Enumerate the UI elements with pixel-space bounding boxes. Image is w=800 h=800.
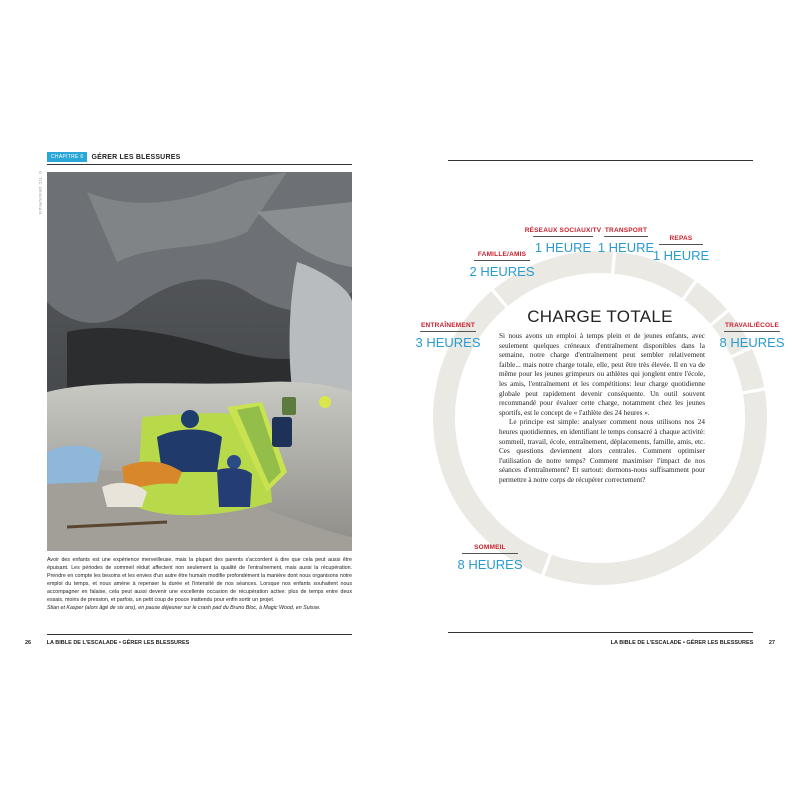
footer [611, 640, 775, 646]
segment-value: 2 HEURES [469, 264, 535, 279]
segment-label-entrainement [408, 322, 488, 350]
charge-totale-text [499, 332, 705, 486]
page-number: 26 [25, 640, 32, 646]
running-footer: LA BIBLE DE L'ESCALADE • GÉRER LES BLESSURES [610, 640, 754, 646]
segment-rule [462, 553, 518, 554]
charge-totale-title: CHARGE TOTALE [527, 307, 673, 326]
running-footer: LA BIBLE DE L'ESCALADE • GÉRER LES BLESSURES [46, 640, 190, 646]
body-text [47, 556, 352, 612]
segment-name: SOMMEIL [474, 544, 506, 551]
segment-value: 3 HEURES [415, 335, 481, 350]
chapter-header [47, 151, 352, 163]
segment-label-famille-amis [462, 251, 542, 279]
right-page [400, 0, 800, 800]
segment-name: RÉSEAUX SOCIAUX/TV [524, 227, 602, 234]
climbing-photo [47, 172, 352, 551]
page-number: 27 [768, 640, 775, 646]
photo-credit: © TIC DENIS/RIAN [38, 170, 43, 215]
segment-name: TRANSPORT [604, 227, 648, 234]
paragraph-2: Le principe est simple: analyser comment nous utilisons nos 24 heures quotidiennes, en identifiant le temps consacré à chaque activité: sommeil, travail, école, entraînement, déplacements, famille, amis, etc. Ces questions deviennent alors centrales. Comment optimiser l'utilisation de notre temps? Comment maximiser l'impact de nos séances d'entraînement? Et surtout: dormons-nous suffisamment pour permettre à notre corps de récupérer correctement? [499, 418, 705, 484]
segment-rule [659, 244, 703, 245]
footer-rule [47, 634, 352, 635]
segment-name: REPAS [669, 235, 693, 242]
segment-name: FAMILLE/AMIS [477, 251, 527, 258]
segment-value: 1 HEURE [534, 240, 592, 255]
segment-value: 8 HEURES [457, 557, 523, 572]
footer-rule [448, 632, 753, 633]
body-paragraph: Avoir des enfants est une expérience merveilleuse, mais la plupart des parents s'accordent à dire que cela peut aussi être épuisant. Les périodes de sommeil réduit affectent non seulement la qualité de l'entraînement, mais aussi la récupération. Prendre en compte les besoins et les envies d'un autre être humain modifie profondément la manière dont nous organisons notre emploi du temps, et nous amène à repenser la durée et l'intensité de nos séances. Lorsque nos enfants souhaitent nous accompagner en falaise, cela peut aussi devenir une excellente occasion de récupération active: plus de temps entre deux essais, moins de pression, et parfois, un petit coup de pouce inattendu pour enfin sortir un projet. [47, 557, 352, 603]
photo-caption: Stian et Kasper (alors âgé de six ans), en pause déjeuner sur le crash pad du Bruno Bloc, à Magic Wood, en Suisse. [47, 605, 321, 611]
chapter-title: GÉRER LES BLESSURES [91, 153, 181, 161]
segment-label-travail-ecole [712, 322, 792, 350]
segment-value: 8 HEURES [719, 335, 785, 350]
segment-value: 1 HEURE [652, 248, 710, 263]
segment-rule [533, 236, 593, 237]
segment-rule [724, 331, 780, 332]
ring-segment-5 [732, 349, 764, 391]
chapter-tag: CHAPITRE 6 [47, 152, 87, 162]
segment-label-sommeil [450, 544, 530, 572]
footer [25, 640, 189, 646]
segment-name: ENTRAÎNEMENT [420, 322, 476, 329]
paragraph-1: Si nous avons un emploi à temps plein et de jeunes enfants, avec seulement quelques créneaux d'entraînement disponibles dans la semaine, notre charge d'entraînement peut sembler relativement faible... mais notre charge totale, elle, peut être très élevée. Il en va de même pour les jeunes grimpeurs ou athlètes qui jonglent entre l'école, les amis, l'entraînement et les compétitions: leur charge quotidienne globale peut rapidement devenir conséquente. Un outil souvent recommandé pour évaluer cette charge, notamment chez les jeunes sportifs, est le concept de « l'athlète des 24 heures ». [499, 332, 705, 417]
segment-rule [604, 236, 648, 237]
segment-rule [420, 331, 476, 332]
header-rule [47, 164, 352, 165]
segment-rule [474, 260, 530, 261]
segment-name: TRAVAIL/ÉCOLE [725, 322, 779, 329]
segment-label-repas [646, 235, 716, 263]
segment-value: 1 HEURE [597, 240, 655, 255]
